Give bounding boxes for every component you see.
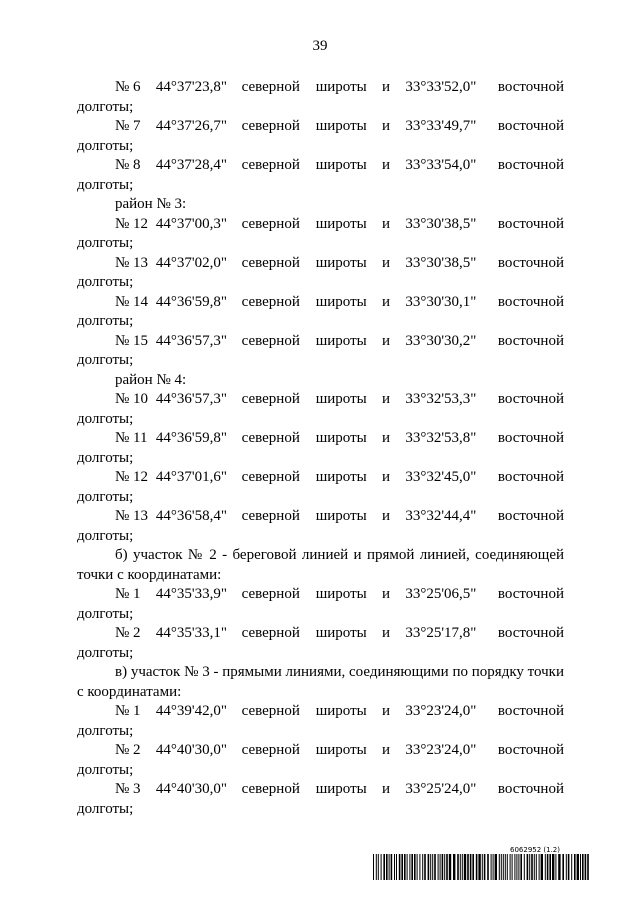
coordinate-line	[77, 390, 564, 410]
latitude-value: 44°39'42,0"	[155, 703, 227, 719]
barcode-bar	[545, 854, 546, 880]
barcode-bar	[536, 854, 537, 880]
north-word: северной	[241, 703, 300, 719]
north-word: северной	[241, 254, 300, 271]
barcode-bar	[464, 854, 466, 880]
barcode-bar	[493, 854, 494, 880]
document-body	[77, 78, 564, 819]
barcode-bar	[566, 854, 567, 880]
coordinate-line	[77, 429, 564, 449]
latitude-value: 44°36'57,3"	[155, 391, 227, 407]
barcode-bar	[438, 854, 439, 880]
east-word: восточной	[497, 254, 564, 271]
latitude-word: широты	[315, 469, 367, 485]
longitude-word: долготы;	[77, 800, 134, 817]
latitude-word: широты	[315, 215, 367, 232]
coordinate-entry	[77, 332, 564, 371]
longitude-value: 33°33'52,0"	[405, 79, 477, 95]
east-word: восточной	[497, 469, 564, 485]
north-word: северной	[241, 157, 300, 173]
longitude-value: 33°33'54,0"	[405, 157, 477, 173]
longitude-word: долготы;	[77, 313, 134, 329]
barcode-bar	[478, 854, 480, 880]
barcode-bar	[383, 854, 385, 880]
north-word: северной	[241, 391, 300, 407]
east-word: восточной	[497, 118, 564, 134]
latitude-word: широты	[315, 157, 367, 173]
longitude-word: долготы;	[77, 137, 134, 154]
coordinate-entry	[77, 741, 564, 780]
barcode-bar	[484, 854, 486, 880]
barcode-bar	[462, 854, 463, 880]
latitude-word: широты	[315, 742, 367, 758]
latitude-word: широты	[315, 430, 367, 446]
barcode-bar	[417, 854, 418, 880]
page-number: 39	[312, 38, 328, 54]
longitude-word: долготы;	[77, 410, 134, 427]
latitude-word: широты	[315, 293, 367, 310]
and-word: и	[381, 157, 390, 173]
barcode-bar	[470, 854, 472, 880]
east-word: восточной	[497, 742, 564, 758]
barcode-bar	[399, 854, 401, 880]
barcode-bar	[552, 854, 554, 880]
barcode-bar	[541, 854, 543, 880]
barcode-bar	[376, 854, 377, 880]
latitude-word: широты	[315, 254, 367, 271]
coordinate-entry	[77, 468, 564, 507]
longitude-word: долготы;	[77, 352, 134, 368]
latitude-value: 44°37'26,7"	[155, 118, 227, 134]
barcode-bar	[512, 854, 513, 880]
and-word: и	[381, 215, 390, 232]
point-number: № 13	[115, 254, 149, 271]
coordinate-line	[77, 293, 564, 313]
barcode-bar	[446, 854, 448, 880]
barcode-bar	[460, 854, 461, 880]
east-word: восточной	[497, 781, 564, 797]
barcode-bar	[381, 854, 382, 880]
barcode-bar	[531, 854, 533, 880]
longitude-word: долготы;	[77, 488, 134, 505]
coordinate-entry	[77, 215, 564, 254]
north-word: северной	[241, 469, 300, 485]
section-paragraph: б) участок № 2 - береговой линией и прямой линией, соединяющей точки с координатами:	[77, 547, 564, 583]
barcode-bar	[568, 854, 570, 880]
barcode-bar	[449, 854, 451, 880]
coordinate-line	[77, 215, 564, 235]
latitude-word: широты	[315, 118, 367, 134]
longitude-value: 33°32'53,3"	[405, 391, 477, 407]
barcode-bar	[524, 854, 525, 880]
coordinate-entry	[77, 702, 564, 741]
latitude-value: 44°35'33,9"	[155, 586, 227, 602]
longitude-value: 33°30'30,1"	[405, 293, 477, 310]
longitude-value: 33°25'24,0"	[405, 781, 477, 797]
barcode-bar	[491, 854, 492, 880]
barcode-bar	[562, 854, 564, 880]
coordinate-entry	[77, 78, 564, 117]
barcode-bar	[396, 854, 397, 880]
region-heading: район № 4:	[115, 371, 187, 388]
region-heading: район № 3:	[115, 196, 187, 212]
barcode-bar	[574, 854, 576, 880]
barcode-bar	[391, 854, 393, 880]
north-word: северной	[241, 79, 300, 95]
barcode-bar	[482, 854, 483, 880]
latitude-word: широты	[315, 703, 367, 719]
north-word: северной	[241, 586, 300, 602]
and-word: и	[381, 430, 390, 446]
barcode-bar	[520, 854, 522, 880]
coordinate-line	[77, 332, 564, 352]
barcode-bar	[503, 854, 504, 880]
longitude-value: 33°32'44,4"	[405, 508, 477, 524]
latitude-value: 44°36'59,8"	[155, 293, 227, 310]
barcode-bar	[514, 854, 515, 880]
longitude-word: долготы;	[77, 274, 134, 290]
point-number: № 7	[115, 118, 141, 134]
latitude-value: 44°37'23,8"	[155, 79, 227, 95]
point-number: № 14	[115, 293, 149, 310]
barcode-bar	[539, 854, 540, 880]
latitude-word: широты	[315, 625, 367, 641]
barcode-bar	[404, 854, 406, 880]
and-word: и	[381, 293, 390, 310]
point-number: № 3	[115, 781, 141, 797]
coordinate-line	[77, 117, 564, 137]
barcode-bar	[534, 854, 535, 880]
point-number: № 12	[115, 215, 149, 232]
latitude-value: 44°40'30,0"	[155, 781, 227, 797]
longitude-word: долготы;	[77, 98, 134, 115]
barcode-bar	[507, 854, 508, 880]
latitude-value: 44°40'30,0"	[155, 742, 227, 758]
longitude-word: долготы;	[77, 605, 134, 622]
barcode-bar	[409, 854, 410, 880]
latitude-word: широты	[315, 586, 367, 602]
barcode-bar	[434, 854, 436, 880]
coordinate-line	[77, 624, 564, 644]
longitude-value: 33°30'38,5"	[405, 254, 477, 271]
north-word: северной	[241, 781, 300, 797]
barcode-bar	[430, 854, 431, 880]
coordinate-entry	[77, 390, 564, 429]
longitude-value: 33°32'45,0"	[405, 469, 477, 485]
barcode-bar	[516, 854, 517, 880]
latitude-word: широты	[315, 508, 367, 524]
longitude-value: 33°33'49,7"	[405, 118, 477, 134]
longitude-word: долготы;	[77, 722, 134, 739]
coordinate-line	[77, 780, 564, 800]
barcode-bar	[510, 854, 511, 880]
and-word: и	[381, 391, 390, 407]
barcode-bar	[587, 854, 589, 880]
coordinate-entry	[77, 585, 564, 624]
coordinate-entry	[77, 780, 564, 819]
barcode-bar	[505, 854, 506, 880]
latitude-value: 44°37'02,0"	[155, 254, 227, 271]
east-word: восточной	[497, 508, 564, 524]
barcode-bar	[549, 854, 551, 880]
latitude-value: 44°37'00,3"	[155, 215, 227, 232]
barcode-bar	[432, 854, 433, 880]
barcode-bar	[389, 854, 390, 880]
barcode-bar	[495, 854, 497, 880]
coordinate-line	[77, 468, 564, 488]
latitude-value: 44°37'01,6"	[155, 469, 227, 485]
point-number: № 11	[115, 430, 148, 446]
barcode-bar	[467, 854, 469, 880]
barcode-bar	[407, 854, 408, 880]
point-number: № 13	[115, 508, 149, 524]
latitude-word: широты	[315, 79, 367, 95]
longitude-word: долготы;	[77, 644, 134, 661]
barcode-bar	[394, 854, 395, 880]
coordinate-line	[77, 585, 564, 605]
coordinate-entry	[77, 507, 564, 546]
latitude-value: 44°36'58,4"	[155, 508, 227, 524]
east-word: восточной	[497, 703, 564, 719]
longitude-value: 33°23'24,0"	[405, 703, 477, 719]
and-word: и	[381, 469, 390, 485]
latitude-value: 44°35'33,1"	[155, 625, 227, 641]
coordinate-entry	[77, 254, 564, 293]
east-word: восточной	[497, 430, 564, 446]
point-number: № 1	[115, 586, 141, 602]
latitude-value: 44°36'57,3"	[155, 332, 227, 349]
barcode-bar	[476, 854, 478, 880]
east-word: восточной	[497, 391, 564, 407]
and-word: и	[381, 79, 390, 95]
coordinate-entry	[77, 117, 564, 156]
coordinate-entry	[77, 156, 564, 195]
coordinate-line	[77, 741, 564, 761]
coordinate-entry	[77, 429, 564, 468]
barcode-bar	[529, 854, 530, 880]
longitude-word: долготы;	[77, 761, 134, 778]
point-number: № 15	[115, 332, 149, 349]
barcode-code: 6062952 (1.2)	[510, 846, 560, 854]
and-word: и	[381, 586, 390, 602]
and-word: и	[381, 703, 390, 719]
coordinate-line	[77, 78, 564, 98]
east-word: восточной	[497, 625, 564, 641]
barcode-bar	[457, 854, 459, 880]
and-word: и	[381, 254, 390, 271]
longitude-word: долготы;	[77, 235, 134, 251]
point-number: № 6	[115, 79, 141, 95]
east-word: восточной	[497, 293, 564, 310]
coordinate-line	[77, 254, 564, 274]
barcode-bar	[440, 854, 441, 880]
barcode-bar	[401, 854, 403, 880]
barcode-bar	[518, 854, 519, 880]
barcode-bar	[442, 854, 444, 880]
barcode-bar	[487, 854, 489, 880]
barcode-bar	[422, 854, 423, 880]
longitude-word: долготы;	[77, 527, 134, 544]
and-word: и	[381, 508, 390, 524]
barcode-bar	[577, 854, 579, 880]
barcode-bar	[580, 854, 581, 880]
barcode-bar	[547, 854, 549, 880]
barcode-bar	[555, 854, 556, 880]
latitude-value: 44°36'59,8"	[155, 430, 227, 446]
longitude-value: 33°23'24,0"	[405, 742, 477, 758]
barcode-bar	[378, 854, 379, 880]
barcode-bar	[453, 854, 455, 880]
barcode-bar	[499, 854, 500, 880]
barcode-graphic	[372, 854, 590, 880]
and-word: и	[381, 742, 390, 758]
barcode-bar	[414, 854, 416, 880]
north-word: северной	[241, 332, 300, 349]
longitude-value: 33°30'30,2"	[405, 332, 477, 349]
barcode-bar	[472, 854, 474, 880]
coordinate-line	[77, 507, 564, 527]
north-word: северной	[241, 625, 300, 641]
coordinate-line	[77, 156, 564, 176]
barcode-bar	[571, 854, 572, 880]
barcode-bar	[585, 854, 587, 880]
longitude-word: долготы;	[77, 176, 134, 193]
north-word: северной	[241, 118, 300, 134]
point-number: № 10	[115, 391, 149, 407]
barcode-bar	[501, 854, 502, 880]
and-word: и	[381, 332, 390, 349]
east-word: восточной	[497, 79, 564, 95]
section-paragraph: в) участок № 3 - прямыми линиями, соединяющими по порядку точки с координатами:	[77, 664, 564, 700]
barcode-bar	[419, 854, 420, 880]
latitude-word: широты	[315, 781, 367, 797]
north-word: северной	[241, 215, 300, 232]
north-word: северной	[241, 430, 300, 446]
longitude-value: 33°32'53,8"	[405, 430, 477, 446]
and-word: и	[381, 781, 390, 797]
barcode-bar	[527, 854, 529, 880]
north-word: северной	[241, 742, 300, 758]
longitude-value: 33°25'06,5"	[405, 586, 477, 602]
point-number: № 8	[115, 157, 141, 173]
point-number: № 12	[115, 469, 149, 485]
barcode-bar	[444, 854, 445, 880]
east-word: восточной	[497, 332, 564, 349]
longitude-word: долготы;	[77, 449, 134, 466]
latitude-value: 44°37'28,4"	[155, 157, 227, 173]
barcode-bar	[428, 854, 430, 880]
point-number: № 2	[115, 742, 141, 758]
east-word: восточной	[497, 215, 564, 232]
latitude-word: широты	[315, 332, 367, 349]
east-word: восточной	[497, 157, 564, 173]
barcode-block	[372, 846, 590, 880]
north-word: северной	[241, 508, 300, 524]
barcode-bar	[373, 854, 374, 880]
barcode-bar	[424, 854, 426, 880]
barcode-bar	[411, 854, 413, 880]
north-word: северной	[241, 293, 300, 310]
barcode-bar	[558, 854, 560, 880]
longitude-value: 33°30'38,5"	[405, 215, 477, 232]
longitude-value: 33°25'17,8"	[405, 625, 477, 641]
coordinate-entry	[77, 624, 564, 663]
coordinate-entry	[77, 293, 564, 332]
and-word: и	[381, 625, 390, 641]
and-word: и	[381, 118, 390, 134]
point-number: № 1	[115, 703, 141, 719]
barcode-bar	[582, 854, 584, 880]
coordinate-line	[77, 702, 564, 722]
barcode-bar	[386, 854, 388, 880]
east-word: восточной	[497, 586, 564, 602]
latitude-word: широты	[315, 391, 367, 407]
point-number: № 2	[115, 625, 141, 641]
